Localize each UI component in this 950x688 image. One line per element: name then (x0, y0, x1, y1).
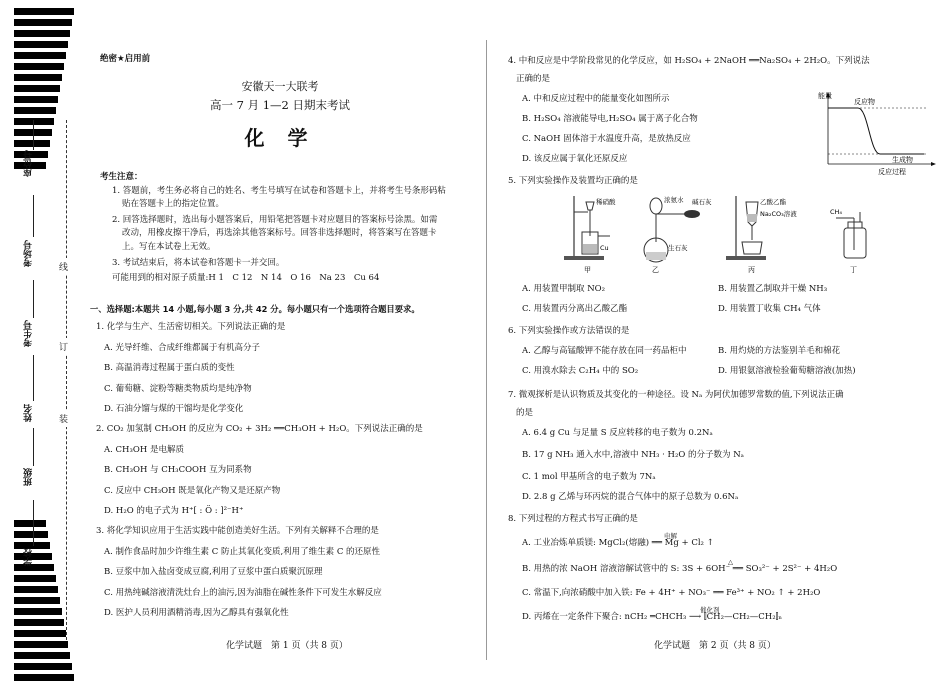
question-stem: 3. 将化学知识应用于生活实践中能创造美好生活。下列有关解释不合理的是 (96, 526, 379, 536)
question-option: D. 2.8 g 乙烯与环丙烷的混合气体中的原子总数为 0.6Nₐ (522, 492, 739, 502)
label-bing: 丙 (748, 266, 755, 274)
condition-catalyst: 催化剂 (700, 606, 720, 614)
question-stem: 6. 下列实验操作或方法错误的是 (508, 326, 630, 336)
notice-line: 改动，用橡皮擦干净后，再选涂其他答案标号。回答非选择题时，将答案写在答题卡 (122, 228, 437, 238)
binding-stripe (14, 575, 56, 582)
org-title: 安徽天一大联考 (241, 80, 319, 93)
yi-label-sodalime: 碱石灰 (692, 198, 712, 206)
secret-label: 绝密★启用前 (100, 54, 151, 64)
question-option: B. CH₃OH 与 CH₃COOH 互为同系物 (104, 465, 252, 475)
seat-label: 座位号 (24, 150, 34, 177)
binding-stripe (14, 140, 50, 147)
seat-line (33, 120, 34, 150)
notice-line: 可能用到的相对原子质量:H 1 C 12 N 14 O 16 Na 23 Cu 64 (112, 273, 380, 283)
notice-line: 上。写在本试卷上无效。 (122, 242, 216, 252)
energy-xlabel: 反应过程 (878, 168, 906, 176)
question-option: B. H₂SO₄ 溶液能导电,H₂SO₄ 属于离子化合物 (522, 114, 698, 124)
question-option: D. H₂O 的电子式为 H⁺[ : Ö : ]²⁻H⁺ (104, 506, 244, 516)
question-option: B. 17 g NH₃ 通入水中,溶液中 NH₃ · H₂O 的分子数为 Nₐ (522, 450, 744, 460)
energy-ylabel: 能量 (818, 92, 832, 100)
question-option: C. 葡萄糖、淀粉等糖类物质均是纯净物 (104, 383, 252, 394)
question-option: B. 用装置乙制取并干燥 NH₃ (718, 284, 828, 294)
product-label: 生成物 (892, 156, 913, 164)
binding-stripe (14, 619, 64, 626)
binding-stripe (14, 107, 56, 114)
question-option: B. 用灼烧的方法鉴别羊毛和棉花 (718, 346, 841, 356)
binding-stripe (14, 85, 60, 92)
binding-stripe (14, 96, 58, 103)
question-option: C. 用装置丙分离出乙酸乙酯 (522, 304, 628, 314)
question-option: B. 豆浆中加入盐卤变成豆腐,利用了豆浆中蛋白质聚沉原理 (104, 567, 323, 577)
binding-stripe (14, 641, 68, 648)
apparatus-figure (560, 192, 880, 274)
apparatus-ding (830, 208, 866, 274)
question-option: D. 用装置丁收集 CH₄ 气体 (718, 304, 821, 314)
footer-left: 化学试题 第 1 页（共 8 页） (226, 641, 348, 651)
question-option: A. CH₃OH 是电解质 (104, 444, 184, 455)
binding-stripe (14, 531, 48, 538)
question-option: A. 乙醇与高锰酸钾不能存放在同一药品柜中 (522, 346, 687, 356)
mark-ding: 订 (59, 338, 68, 355)
question-stem: 7. 微观探析是认识物质及其变化的一种途径。设 Nₐ 为阿伏加德罗常数的值,下列说法正确 (508, 390, 844, 400)
question-option: D. 石油分馏与煤的干馏均是化学变化 (104, 404, 244, 414)
question-option: C. 用热纯碱溶液清洗灶台上的油污,因为油脂在碱性条件下可发生水解反应 (104, 587, 382, 598)
label-ding: 丁 (850, 266, 857, 274)
room-line (33, 195, 34, 237)
page-divider (486, 40, 487, 660)
mark-zhuang: 装 (59, 410, 68, 427)
question-stem: 8. 下列过程的方程式书写正确的是 (508, 514, 638, 524)
question-option: A. 中和反应过程中的能量变化如图所示 (522, 94, 670, 104)
question-option: C. 反应中 CH₃OH 既是氧化产物又是还原产物 (104, 485, 281, 496)
question-option: D. 用银氨溶液检验葡萄糖溶液(加热) (718, 366, 856, 376)
question-option: A. 制作食品时加少许维生素 C 防止其氧化变质,利用了维生素 C 的还原性 (104, 546, 381, 557)
school-line (33, 500, 34, 546)
binding-stripe (14, 597, 60, 604)
question-option: D. 丙烯在一定条件下聚合: nCH₂ ═CHCH₃ ⟶ ⫿CH₂—CH₂—CH₂⫿ₙ (522, 612, 783, 622)
notice-title: 考生注意： (100, 172, 143, 182)
question-stem: 1. 化学与生产、生活密切相关。下列说法正确的是 (96, 322, 286, 332)
binding-stripe (14, 663, 72, 670)
notice-line: 贴在答题卡上的指定位置。 (122, 199, 225, 209)
binding-stripe (14, 586, 58, 593)
question-stem: 4. 中和反应是中学阶段常见的化学反应，如 H₂SO₄ + 2NaOH ══Na₂SO₄ + 2H₂O。下列说法 (508, 56, 870, 66)
label-jia: 甲 (584, 266, 591, 274)
name-line (33, 355, 34, 401)
condition-heat: △ (728, 558, 733, 566)
binding-stripe (14, 30, 70, 37)
binding-stripe (14, 19, 72, 26)
binding-stripe (14, 608, 62, 615)
question-option: D. 该反应属于氧化还原反应 (522, 154, 628, 164)
reactant-label: 反应物 (854, 98, 875, 106)
question-option: D. 医护人员利用酒精消毒,因为乙醇具有强氧化性 (104, 608, 289, 618)
question-stem: 正确的是 (516, 74, 551, 84)
cut-line (66, 120, 67, 640)
energy-diagram (818, 90, 940, 176)
question-stem: 5. 下列实验操作及装置均正确的是 (508, 176, 638, 186)
binding-stripe (14, 41, 68, 48)
section-title: 一、选择题:本题共 14 小题,每小题 3 分,共 42 分。每小题只有一个选项符合题目要求。 (90, 304, 420, 314)
subject-title: 化 学 (244, 126, 316, 150)
class-label: 班级 (24, 468, 34, 486)
question-option: A. 用装置甲制取 NO₂ (522, 284, 606, 294)
binding-stripe (14, 630, 66, 637)
notice-line: 1. 答题前，考生务必将自己的姓名、考生号填写在试卷和答题卡上，并将考生号条形码粘 (112, 186, 446, 196)
school-label: 学校 (24, 548, 34, 566)
footer-right: 化学试题 第 2 页（共 8 页） (654, 641, 776, 651)
bing-label-solution: Na₂CO₃溶液 (760, 210, 797, 218)
apparatus-yi (644, 195, 712, 274)
exam-no-line (33, 280, 34, 318)
notice-line: 2. 回答选择题时，选出每小题答案后，用铅笔把答题卡对应题目的答案标号涂黑。如需 (112, 215, 438, 225)
label-yi: 乙 (652, 266, 659, 274)
question-option: A. 工业冶炼单质镁: MgCl₂(熔融) ══ Mg + Cl₂ ↑ (522, 538, 714, 548)
exam-no-label: 考生号 (24, 320, 34, 347)
question-option: B. 高温消毒过程属于蛋白质的变性 (104, 363, 235, 373)
mark-line: 线 (59, 258, 68, 275)
room-label: 考场号 (24, 240, 34, 267)
apparatus-bing (726, 196, 797, 274)
notice-line: 3. 考试结束后，将本试卷和答题卡一并交回。 (112, 258, 285, 268)
question-option: C. 1 mol 甲基所含的电子数为 7Nₐ (522, 472, 656, 482)
jia-label-acid: 稀硝酸 (596, 198, 616, 206)
question-stem: 的是 (516, 408, 534, 418)
binding-stripe (14, 520, 46, 527)
question-stem: 2. CO₂ 加氢制 CH₃OH 的反应为 CO₂ + 3H₂ ══CH₃OH + H₂O。下列说法正确的是 (96, 424, 423, 434)
condition-electrolysis: 电解 (664, 532, 677, 540)
yi-label-quicklime: 生石灰 (668, 244, 688, 252)
binding-stripe (14, 118, 54, 125)
question-option: C. NaOH 固体溶于水温度升高，是放热反应 (522, 134, 691, 144)
question-option: A. 光导纤维、合成纤维都属于有机高分子 (104, 342, 261, 353)
question-option: A. 6.4 g Cu 与足量 S 反应转移的电子数为 0.2Nₐ (522, 428, 713, 438)
exam-title: 高一 7 月 1—2 日期末考试 (209, 98, 351, 112)
ding-label-ch4: CH₄ (830, 208, 843, 216)
question-option: C. 常温下,向浓硝酸中加入铁: Fe + 4H⁺ + NO₃⁻ ══ Fe³⁺ + NO₂ ↑ + 2H₂O (522, 588, 821, 598)
binding-stripe (14, 674, 74, 681)
question-option: C. 用溴水除去 C₂H₄ 中的 SO₂ (522, 366, 639, 376)
binding-stripe (14, 74, 62, 81)
binding-stripe (14, 52, 66, 59)
binding-stripe (14, 8, 74, 15)
binding-stripe (14, 652, 70, 659)
binding-stripe (14, 63, 64, 70)
bing-label-ester: 乙酸乙酯 (760, 198, 786, 206)
question-option: B. 用热的浓 NaOH 溶液溶解试管中的 S: 3S + 6OH⁻ ══ SO₃²⁻ + 2S²⁻ + 4H₂O (522, 564, 838, 574)
apparatus-jia (564, 196, 616, 274)
yi-label-ammonia: 浓氨水 (664, 196, 684, 204)
jia-label-cu: Cu (600, 244, 609, 252)
class-line (33, 428, 34, 466)
name-label: 姓名 (24, 404, 34, 422)
